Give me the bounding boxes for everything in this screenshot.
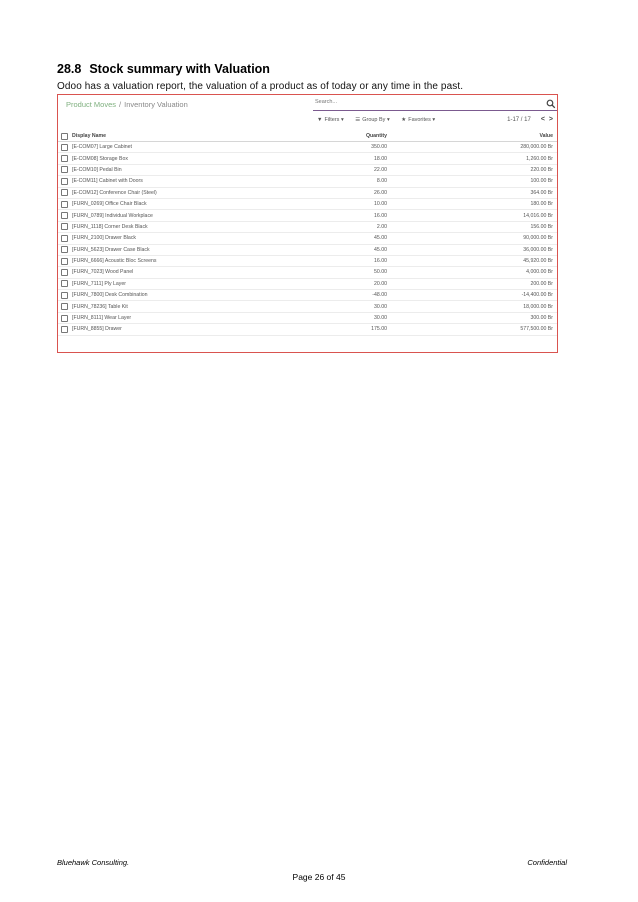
table-row[interactable] (58, 176, 557, 187)
row-checkbox-cell (58, 312, 70, 323)
row-checkbox[interactable] (61, 166, 68, 173)
row-value: 220.00 Br (453, 164, 557, 175)
footer-company: Bluehawk Consulting. (57, 858, 130, 867)
table-row[interactable] (58, 233, 557, 244)
row-checkbox-cell (58, 301, 70, 312)
table-row[interactable] (58, 255, 557, 266)
row-checkbox-cell (58, 267, 70, 278)
row-display-name: [FURN_78236] Table Kit (70, 301, 307, 312)
breadcrumb (66, 100, 188, 109)
footer-confidential: Confidential (527, 858, 567, 867)
row-value: 300.00 Br (453, 312, 557, 323)
row-checkbox-cell (58, 233, 70, 244)
row-checkbox[interactable] (61, 326, 68, 333)
page-number: Page 26 of 45 (292, 872, 346, 882)
breadcrumb-separator: / (119, 100, 122, 109)
chevron-right-icon[interactable]: > (548, 116, 553, 123)
row-quantity: 30.00 (307, 312, 453, 323)
row-display-name: [E-COM08] Storage Box (70, 153, 307, 164)
row-quantity: 30.00 (307, 301, 453, 312)
row-display-name: [FURN_0789] Individual Workplace (70, 210, 307, 221)
row-value: 100.00 Br (453, 176, 557, 187)
row-quantity: 18.00 (307, 153, 453, 164)
row-checkbox-cell (58, 278, 70, 289)
row-quantity: 10.00 (307, 198, 453, 209)
search-options (317, 117, 445, 123)
row-checkbox-cell (58, 290, 70, 301)
row-checkbox[interactable] (61, 178, 68, 185)
row-value: 90,000.00 Br (453, 233, 557, 244)
row-display-name: [FURN_1118] Corner Desk Black (70, 221, 307, 232)
row-value: 577,500.00 Br (453, 324, 557, 335)
table-row[interactable] (58, 142, 557, 153)
column-display-name[interactable]: Display Name (70, 131, 307, 142)
row-display-name: [E-COM10] Pedal Bin (70, 164, 307, 175)
row-checkbox[interactable] (61, 246, 68, 253)
star-icon: ★ (401, 117, 407, 123)
intro-paragraph: Odoo has a valuation report, the valuation of a product as of today or any time in the past. (57, 81, 464, 92)
table-row[interactable] (58, 187, 557, 198)
row-value: 280,000.00 Br (453, 142, 557, 153)
row-checkbox[interactable] (61, 303, 68, 310)
caret-down-icon: ▾ (386, 117, 390, 123)
control-panel (58, 95, 557, 129)
table-row[interactable] (58, 278, 557, 289)
row-display-name: [E-COM07] Large Cabinet (70, 142, 307, 153)
table-row[interactable] (58, 153, 557, 164)
table-row[interactable] (58, 164, 557, 175)
row-quantity: 16.00 (307, 210, 453, 221)
table-row[interactable] (58, 324, 557, 335)
row-checkbox[interactable] (61, 223, 68, 230)
breadcrumb-product-moves[interactable]: Product Moves (66, 100, 117, 109)
row-checkbox-cell (58, 198, 70, 209)
row-display-name: [FURN_7800] Desk Combination (70, 290, 307, 301)
row-value: 4,000.00 Br (453, 267, 557, 278)
row-display-name: [FURN_8855] Drawer (70, 324, 307, 335)
row-value: 200.00 Br (453, 278, 557, 289)
row-checkbox[interactable] (61, 280, 68, 287)
row-checkbox-cell (58, 210, 70, 221)
table-row[interactable] (58, 301, 557, 312)
table-row[interactable] (58, 267, 557, 278)
valuation-table-container (58, 131, 557, 336)
table-row[interactable] (58, 221, 557, 232)
search-input[interactable] (315, 99, 515, 105)
filters-button[interactable] (317, 117, 344, 123)
valuation-table (58, 131, 557, 336)
table-body (58, 142, 557, 336)
row-quantity: 45.00 (307, 244, 453, 255)
filters-label: Filters (324, 117, 340, 123)
row-checkbox[interactable] (61, 212, 68, 219)
pager-value[interactable]: 1-17 / 17 (507, 117, 531, 123)
row-quantity: 50.00 (307, 267, 453, 278)
row-checkbox[interactable] (61, 269, 68, 276)
caret-down-icon: ▾ (432, 117, 436, 123)
row-checkbox[interactable] (61, 235, 68, 242)
row-checkbox[interactable] (61, 292, 68, 299)
row-display-name: [FURN_7023] Wood Panel (70, 267, 307, 278)
row-checkbox[interactable] (61, 315, 68, 322)
row-value: 1,260.00 Br (453, 153, 557, 164)
row-quantity: 2.00 (307, 221, 453, 232)
row-checkbox-cell (58, 187, 70, 198)
row-quantity: 8.00 (307, 176, 453, 187)
group-by-label: Group By (362, 117, 386, 123)
list-icon: ☰ (355, 117, 361, 123)
row-display-name: [E-COM11] Cabinet with Doors (70, 176, 307, 187)
row-value: -14,400.00 Br (453, 290, 557, 301)
row-display-name: [FURN_2100] Drawer Black (70, 233, 307, 244)
row-quantity: 16.00 (307, 255, 453, 266)
row-display-name: [FURN_6666] Acoustic Bloc Screens (70, 255, 307, 266)
row-quantity: -48.00 (307, 290, 453, 301)
table-row[interactable] (58, 198, 557, 209)
select-all-checkbox[interactable] (61, 133, 68, 140)
row-quantity: 26.00 (307, 187, 453, 198)
row-checkbox[interactable] (61, 201, 68, 208)
table-row[interactable] (58, 312, 557, 323)
row-checkbox[interactable] (61, 144, 68, 151)
table-row[interactable] (58, 290, 557, 301)
row-quantity: 175.00 (307, 324, 453, 335)
row-value: 45,920.00 Br (453, 255, 557, 266)
inventory-valuation-screenshot (57, 94, 558, 353)
row-checkbox-cell (58, 153, 70, 164)
row-checkbox-cell (58, 324, 70, 335)
search-bar[interactable] (313, 99, 557, 111)
row-display-name: [FURN_7111] Ply Layer (70, 278, 307, 289)
select-all-cell (58, 131, 70, 142)
row-checkbox-cell (58, 164, 70, 175)
table-row[interactable] (58, 244, 557, 255)
caret-down-icon: ▾ (340, 117, 344, 123)
row-quantity: 22.00 (307, 164, 453, 175)
row-checkbox-cell (58, 221, 70, 232)
row-display-name: [FURN_5623] Drawer Case Black (70, 244, 307, 255)
favorites-button[interactable] (401, 117, 435, 123)
favorites-label: Favorites (408, 117, 431, 123)
row-quantity: 20.00 (307, 278, 453, 289)
row-value: 364.00 Br (453, 187, 557, 198)
breadcrumb-current: Inventory Valuation (124, 100, 188, 109)
row-value: 36,000.00 Br (453, 244, 557, 255)
row-quantity: 350.00 (307, 142, 453, 153)
row-value: 14,016.00 Br (453, 210, 557, 221)
column-value[interactable]: Value (453, 131, 557, 142)
row-display-name: [FURN_8111] Wear Layer (70, 312, 307, 323)
row-checkbox-cell (58, 244, 70, 255)
row-value: 18,000.00 Br (453, 301, 557, 312)
chevron-left-icon[interactable]: < (540, 116, 545, 123)
search-icon[interactable] (546, 99, 556, 109)
column-quantity[interactable]: Quantity (307, 131, 453, 142)
section-title: Stock summary with Valuation (89, 62, 270, 76)
section-heading (57, 62, 270, 76)
row-value: 180.00 Br (453, 198, 557, 209)
row-checkbox-cell (58, 176, 70, 187)
row-value: 156.00 Br (453, 221, 557, 232)
group-by-button[interactable] (355, 117, 389, 123)
row-checkbox[interactable] (61, 155, 68, 162)
row-display-name: [E-COM12] Conference Chair (Steel) (70, 187, 307, 198)
row-quantity: 45.00 (307, 233, 453, 244)
section-number: 28.8 (57, 62, 82, 76)
row-checkbox-cell (58, 255, 70, 266)
table-header-row (58, 131, 557, 142)
row-checkbox[interactable] (61, 258, 68, 265)
pager (507, 116, 553, 123)
table-row[interactable] (58, 210, 557, 221)
filter-icon: ▼ (317, 117, 323, 123)
row-checkbox[interactable] (61, 189, 68, 196)
row-display-name: [FURN_0269] Office Chair Black (70, 198, 307, 209)
row-checkbox-cell (58, 142, 70, 153)
